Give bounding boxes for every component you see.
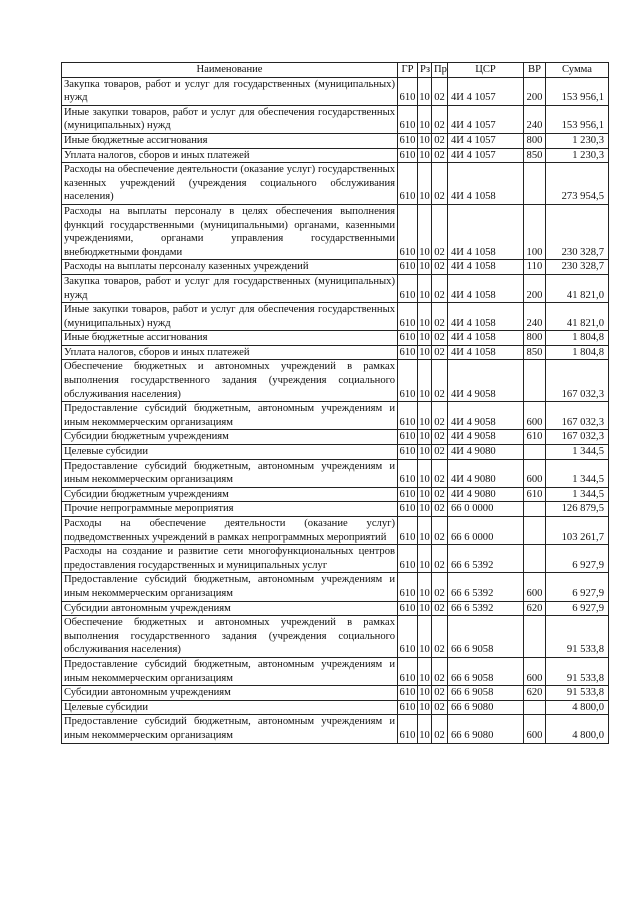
row-pr: 02 [432,402,448,430]
row-sum: 91 533,8 [546,686,609,701]
table-row [62,274,609,302]
table-row [62,430,609,445]
row-gr: 610 [398,445,418,460]
row-rz: 10 [418,133,432,148]
row-csr: 4И 4 1058 [448,260,524,275]
row-gr: 610 [398,700,418,715]
table-row [62,204,609,259]
row-csr: 4И 4 1058 [448,345,524,360]
row-pr: 02 [432,274,448,302]
row-gr: 610 [398,345,418,360]
row-vr: 240 [524,105,546,133]
row-rz: 10 [418,601,432,616]
row-csr: 66 6 9058 [448,616,524,658]
table-row [62,163,609,205]
row-csr: 66 0 0000 [448,502,524,517]
row-gr: 610 [398,133,418,148]
row-pr: 02 [432,502,448,517]
row-vr: 110 [524,260,546,275]
table-body [62,77,609,743]
row-pr: 02 [432,77,448,105]
row-pr: 02 [432,133,448,148]
row-sum: 230 328,7 [546,260,609,275]
row-sum: 167 032,3 [546,430,609,445]
row-name: Целевые субсидии [62,700,398,715]
row-vr: 600 [524,402,546,430]
row-sum: 91 533,8 [546,657,609,685]
row-vr: 850 [524,148,546,163]
row-rz: 10 [418,105,432,133]
row-name: Расходы на обеспечение деятельности (оказание услуг) подведомственных учреждений в рамках непрограммных мероприятий [62,517,398,545]
budget-table [61,62,609,744]
row-name: Расходы на создание и развитие сети многофункциональных центров предоставления государственных и муниципальных услуг [62,545,398,573]
row-pr: 02 [432,545,448,573]
table-row [62,445,609,460]
row-pr: 02 [432,204,448,259]
row-pr: 02 [432,686,448,701]
row-name: Иные закупки товаров, работ и услуг для обеспечения государственных (муниципальных) нужд [62,303,398,331]
row-pr: 02 [432,616,448,658]
table-row [62,715,609,743]
row-name: Предоставление субсидий бюджетным, автономным учреждениям и иным некоммерческим организациям [62,657,398,685]
row-csr: 4И 4 1057 [448,77,524,105]
row-rz: 10 [418,163,432,205]
row-vr [524,616,546,658]
row-csr: 66 6 9080 [448,715,524,743]
row-name: Предоставление субсидий бюджетным, автономным учреждениям и иным некоммерческим организациям [62,459,398,487]
table-row [62,402,609,430]
row-name: Расходы на выплаты персоналу казенных учреждений [62,260,398,275]
row-rz: 10 [418,345,432,360]
row-name: Иные закупки товаров, работ и услуг для обеспечения государственных (муниципальных) нужд [62,105,398,133]
row-csr: 4И 4 9080 [448,445,524,460]
row-gr: 610 [398,502,418,517]
row-rz: 10 [418,487,432,502]
row-sum: 230 328,7 [546,204,609,259]
row-pr: 02 [432,148,448,163]
row-name: Субсидии бюджетным учреждениям [62,430,398,445]
row-rz: 10 [418,331,432,346]
row-rz: 10 [418,545,432,573]
row-vr: 600 [524,657,546,685]
row-pr: 02 [432,105,448,133]
table-row [62,573,609,601]
row-name: Прочие непрограммные мероприятия [62,502,398,517]
row-gr: 610 [398,487,418,502]
row-vr: 200 [524,77,546,105]
table-row [62,148,609,163]
row-name: Иные бюджетные ассигнования [62,133,398,148]
row-pr: 02 [432,459,448,487]
row-csr: 4И 4 9058 [448,402,524,430]
row-rz: 10 [418,148,432,163]
row-sum: 153 956,1 [546,77,609,105]
row-csr: 66 6 9080 [448,700,524,715]
row-name: Закупка товаров, работ и услуг для государственных (муниципальных) нужд [62,77,398,105]
row-gr: 610 [398,148,418,163]
row-gr: 610 [398,303,418,331]
row-name: Уплата налогов, сборов и иных платежей [62,148,398,163]
row-rz: 10 [418,303,432,331]
row-gr: 610 [398,260,418,275]
table-row [62,360,609,402]
row-rz: 10 [418,260,432,275]
row-pr: 02 [432,345,448,360]
row-sum: 41 821,0 [546,274,609,302]
row-pr: 02 [432,601,448,616]
row-pr: 02 [432,700,448,715]
row-gr: 610 [398,360,418,402]
row-csr: 4И 4 1058 [448,204,524,259]
row-pr: 02 [432,260,448,275]
row-pr: 02 [432,517,448,545]
row-pr: 02 [432,360,448,402]
table-row [62,502,609,517]
table-row [62,601,609,616]
row-vr: 200 [524,274,546,302]
row-name: Субсидии автономным учреждениям [62,601,398,616]
row-rz: 10 [418,502,432,517]
row-rz: 10 [418,686,432,701]
table-row [62,260,609,275]
table-row [62,105,609,133]
row-gr: 610 [398,715,418,743]
row-rz: 10 [418,616,432,658]
row-gr: 610 [398,601,418,616]
table-row [62,133,609,148]
row-name: Расходы на обеспечение деятельности (оказание услуг) государственных казенных учреждений (учреждения социального обслуживания населения) [62,163,398,205]
row-vr [524,445,546,460]
row-csr: 4И 4 1058 [448,274,524,302]
row-vr: 610 [524,430,546,445]
row-vr: 800 [524,331,546,346]
table-row [62,345,609,360]
row-gr: 610 [398,204,418,259]
row-vr: 100 [524,204,546,259]
row-sum: 167 032,3 [546,360,609,402]
row-csr: 66 6 9058 [448,686,524,701]
row-gr: 610 [398,77,418,105]
row-pr: 02 [432,573,448,601]
row-csr: 4И 4 9058 [448,360,524,402]
table-row [62,545,609,573]
row-pr: 02 [432,715,448,743]
row-rz: 10 [418,517,432,545]
header-pr: Пр [432,63,448,78]
row-vr [524,517,546,545]
row-csr: 4И 4 9080 [448,487,524,502]
row-sum: 1 344,5 [546,487,609,502]
row-name: Обеспечение бюджетных и автономных учреждений в рамках выполнения государственного задания (учреждения социального обслуживания населения) [62,616,398,658]
row-sum: 91 533,8 [546,616,609,658]
row-vr: 800 [524,133,546,148]
table-row [62,487,609,502]
row-vr [524,360,546,402]
row-vr: 620 [524,686,546,701]
row-csr: 4И 4 1058 [448,163,524,205]
header-name: Наименование [62,63,398,78]
row-rz: 10 [418,657,432,685]
row-vr [524,163,546,205]
row-vr: 610 [524,487,546,502]
header-gr: ГР [398,63,418,78]
row-sum: 126 879,5 [546,502,609,517]
row-csr: 4И 4 1057 [448,105,524,133]
row-sum: 273 954,5 [546,163,609,205]
table-row [62,77,609,105]
row-pr: 02 [432,657,448,685]
table-row [62,686,609,701]
row-pr: 02 [432,430,448,445]
row-gr: 610 [398,545,418,573]
row-gr: 610 [398,402,418,430]
table-row [62,657,609,685]
row-name: Предоставление субсидий бюджетным, автономным учреждениям и иным некоммерческим организациям [62,402,398,430]
row-sum: 41 821,0 [546,303,609,331]
row-sum: 6 927,9 [546,573,609,601]
row-sum: 1 230,3 [546,133,609,148]
row-rz: 10 [418,573,432,601]
row-gr: 610 [398,459,418,487]
row-rz: 10 [418,360,432,402]
row-name: Обеспечение бюджетных и автономных учреждений в рамках выполнения государственного задания (учреждения социального обслуживания населения) [62,360,398,402]
row-vr: 600 [524,573,546,601]
header-rz: Рз [418,63,432,78]
row-csr: 4И 4 9080 [448,459,524,487]
row-gr: 610 [398,105,418,133]
row-sum: 1 344,5 [546,459,609,487]
row-name: Предоставление субсидий бюджетным, автономным учреждениям и иным некоммерческим организациям [62,573,398,601]
row-name: Закупка товаров, работ и услуг для государственных (муниципальных) нужд [62,274,398,302]
row-sum: 6 927,9 [546,545,609,573]
row-sum: 4 800,0 [546,715,609,743]
row-csr: 4И 4 1057 [448,133,524,148]
row-sum: 167 032,3 [546,402,609,430]
row-name: Субсидии автономным учреждениям [62,686,398,701]
row-gr: 610 [398,163,418,205]
row-vr [524,502,546,517]
row-vr: 620 [524,601,546,616]
row-pr: 02 [432,163,448,205]
row-gr: 610 [398,331,418,346]
table-row [62,616,609,658]
row-csr: 4И 4 1057 [448,148,524,163]
row-vr [524,545,546,573]
row-rz: 10 [418,430,432,445]
row-sum: 1 804,8 [546,331,609,346]
row-vr [524,700,546,715]
header-vr: ВР [524,63,546,78]
row-csr: 4И 4 9058 [448,430,524,445]
row-gr: 610 [398,274,418,302]
row-name: Субсидии бюджетным учреждениям [62,487,398,502]
table-row [62,700,609,715]
row-csr: 66 6 9058 [448,657,524,685]
row-name: Уплата налогов, сборов и иных платежей [62,345,398,360]
row-csr: 66 6 5392 [448,601,524,616]
row-vr: 850 [524,345,546,360]
row-vr: 240 [524,303,546,331]
table-header-row [62,63,609,78]
row-sum: 6 927,9 [546,601,609,616]
row-rz: 10 [418,204,432,259]
row-pr: 02 [432,445,448,460]
row-csr: 4И 4 1058 [448,331,524,346]
row-pr: 02 [432,487,448,502]
row-rz: 10 [418,715,432,743]
table-row [62,303,609,331]
row-pr: 02 [432,303,448,331]
row-sum: 1 230,3 [546,148,609,163]
row-rz: 10 [418,77,432,105]
row-csr: 4И 4 1058 [448,303,524,331]
header-csr: ЦСР [448,63,524,78]
row-vr: 600 [524,715,546,743]
row-rz: 10 [418,445,432,460]
row-gr: 610 [398,686,418,701]
row-name: Целевые субсидии [62,445,398,460]
row-sum: 153 956,1 [546,105,609,133]
row-csr: 66 6 5392 [448,573,524,601]
row-rz: 10 [418,700,432,715]
row-sum: 1 804,8 [546,345,609,360]
table-row [62,459,609,487]
row-vr: 600 [524,459,546,487]
row-gr: 610 [398,517,418,545]
row-gr: 610 [398,657,418,685]
row-name: Предоставление субсидий бюджетным, автономным учреждениям и иным некоммерческим организациям [62,715,398,743]
row-gr: 610 [398,573,418,601]
row-name: Иные бюджетные ассигнования [62,331,398,346]
table-row [62,517,609,545]
row-csr: 66 6 0000 [448,517,524,545]
row-sum: 103 261,7 [546,517,609,545]
row-gr: 610 [398,616,418,658]
row-name: Расходы на выплаты персоналу в целях обеспечения выполнения функций государственными (муниципальными) органами, казенными учреждениями, органами управления государственными внебюджетными фондами [62,204,398,259]
row-sum: 4 800,0 [546,700,609,715]
row-pr: 02 [432,331,448,346]
row-rz: 10 [418,459,432,487]
table-row [62,331,609,346]
row-rz: 10 [418,402,432,430]
row-sum: 1 344,5 [546,445,609,460]
row-gr: 610 [398,430,418,445]
row-csr: 66 6 5392 [448,545,524,573]
row-rz: 10 [418,274,432,302]
header-sum: Сумма [546,63,609,78]
